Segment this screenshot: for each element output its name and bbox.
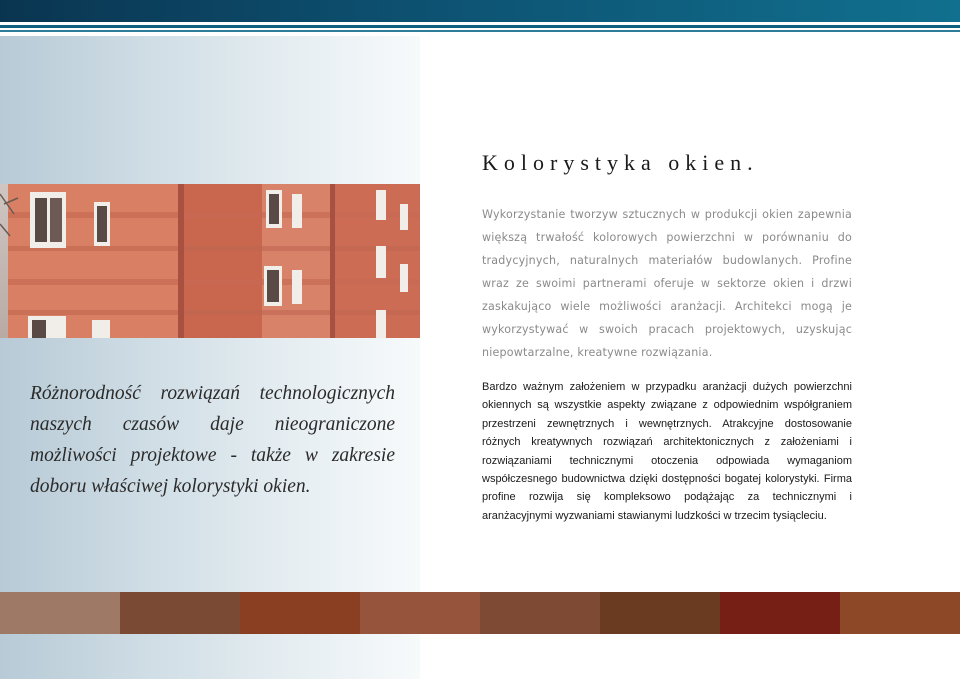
color-swatch-3 bbox=[240, 592, 360, 634]
color-swatch-7 bbox=[720, 592, 840, 634]
page-title: Kolorystyka okien. bbox=[482, 150, 759, 175]
color-swatch-2 bbox=[120, 592, 240, 634]
color-swatch-8 bbox=[840, 592, 960, 634]
header-rule-thin bbox=[0, 30, 960, 32]
pull-quote: Różnorodność rozwiązań technologicznych naszych czasów daje nieograniczone możliwości projektowe - także w zakresie doboru właściwej kolorystyki okien. bbox=[30, 383, 395, 497]
header-bar bbox=[0, 0, 960, 22]
intro-paragraph: Wykorzystanie tworzyw sztucznych w produkcji okien zapewnia większą trwałość kolorowych powierzchni w porównaniu do tradycyjnych, naturalnych materiałów budowlanych. Profine wraz ze swoimi partnerami oferuje w sektorze okien i drzwi zaskakująco wiele możliwości aranżacji. Architekci mogą je wykorzystywać w swoich pracach projektowych, uzyskując niepowtarzalne, kreatywne rozwiązania. bbox=[482, 208, 852, 359]
color-swatch-6 bbox=[600, 592, 720, 634]
building-photo bbox=[0, 184, 420, 338]
body-paragraph: Bardzo ważnym założeniem w przypadku aranżacji dużych powierzchni okiennych są wszystkie aspekty związane z odpowiednim współgraniem przestrzeni zewnętrznych i wewnętrznych. Atrakcyjne dostosowanie różnych kreatywnych rozwiązań architektonicznych z założeniami i rozwiązaniami technicznymi otoczenia odpowiada wymaganiom współczesnego budownictwa dzięki dostępności bogatej kolorystyki. Firma profine rozwija się kompleksowo podążając za technicznymi i aranżacyjnymi wyzwaniami stawianymi ludzkości w trzecim tysiącleciu. bbox=[482, 381, 852, 522]
left-gradient-panel bbox=[0, 36, 420, 679]
color-swatch-5 bbox=[480, 592, 600, 634]
color-swatch-4 bbox=[360, 592, 480, 634]
header-rule bbox=[0, 25, 960, 28]
color-swatch-strip bbox=[0, 592, 960, 634]
color-swatch-1 bbox=[0, 592, 120, 634]
